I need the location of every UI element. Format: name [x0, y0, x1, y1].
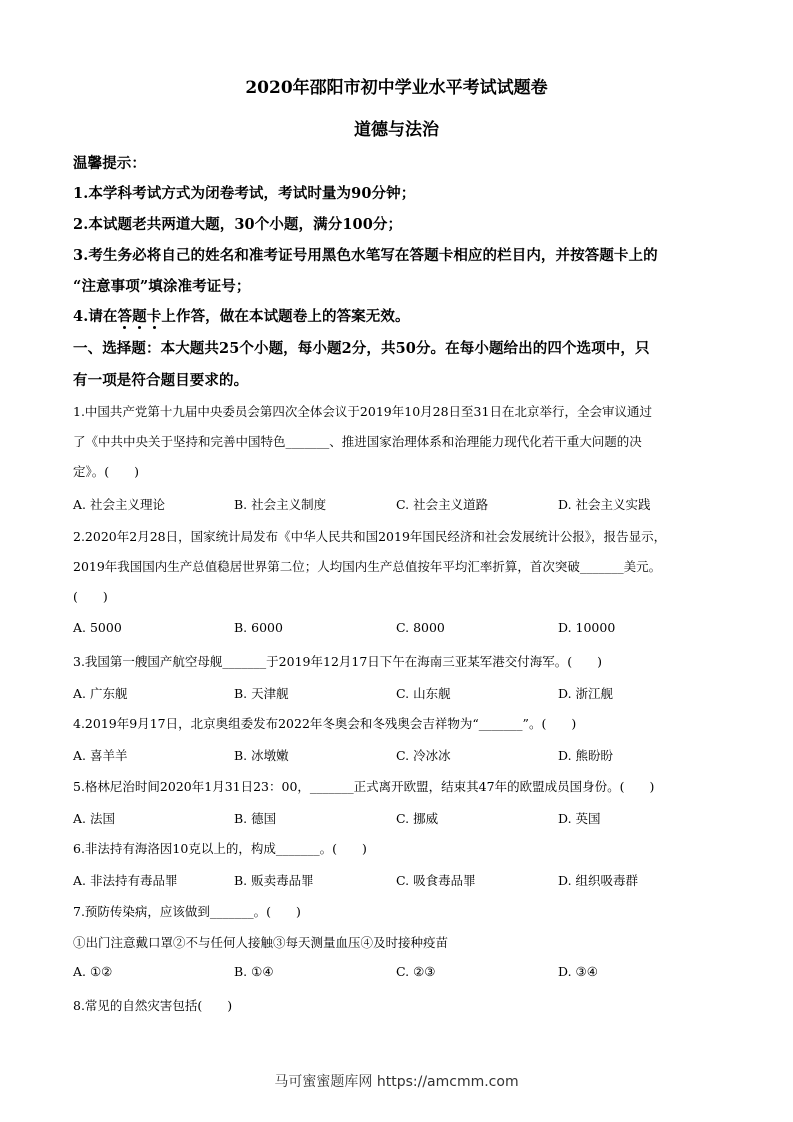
question-4-option-c: C. 冷冰冰	[396, 748, 451, 763]
notice-item-4-prefix: 4.请在	[73, 308, 118, 325]
question-4-option-a: A. 喜羊羊	[73, 748, 128, 763]
notice-item-1: 1.本学科考试方式为闭卷考试，考试时量为90分钟；	[73, 185, 416, 202]
emphasis-char: 题	[132, 308, 147, 325]
question-6-option-a: A. 非法持有毒品罪	[73, 873, 178, 888]
question-8-text: 8.常见的自然灾害包括( )	[73, 998, 233, 1013]
section-heading: 一、选择题：本大题共25个小题，每小题2分，共50分。在每小题给出的四个选项中，只	[73, 340, 650, 357]
question-6-option-b: B. 贩卖毒品罪	[234, 873, 314, 888]
question-1-option-b: B. 社会主义制度	[234, 497, 327, 512]
question-2-option-a: A. 5000	[73, 620, 122, 635]
question-2-option-c: C. 8000	[396, 620, 445, 635]
question-7-statements: ①出门注意戴口罩②不与任何人接触③每天测量血压④及时接种疫苗	[73, 935, 449, 950]
question-2-option-d: D. 10000	[558, 620, 616, 635]
question-6-text: 6.非法持有海洛因10克以上的，构成_______。( )	[73, 841, 367, 856]
question-3-text: 3.我国第一艘国产航空母舰_______于2019年12月17日下午在海南三亚某军港交付海军。( )	[73, 654, 603, 669]
notice-item-3: 3.考生务必将自己的姓名和准考证号用黑色水笔写在答题卡相应的栏目内，并按答题卡上的	[73, 247, 658, 264]
question-3-option-b: B. 天津舰	[234, 686, 289, 701]
question-5-option-a: A. 法国	[73, 811, 115, 826]
question-1-option-c: C. 社会主义道路	[396, 497, 489, 512]
emphasis-char: 卡	[146, 308, 162, 325]
question-2-text: ( )	[73, 589, 108, 604]
question-2-option-b: B. 6000	[234, 620, 283, 635]
question-4-option-d: D. 熊盼盼	[558, 748, 614, 763]
question-5-option-b: B. 德国	[234, 811, 277, 826]
question-6-option-d: D. 组织吸毒群	[558, 873, 639, 888]
question-1-text: 了《中共中央关于坚持和完善中国特色_______、推进国家治理体系和治理能力现代化若干重大问题的决	[73, 434, 642, 449]
question-7-text: 7.预防传染病，应该做到_______。( )	[73, 904, 301, 919]
notice-item-2: 2.本试题老共两道大题，30个小题，满分100分；	[73, 216, 403, 233]
question-5-option-c: C. 挪威	[396, 811, 439, 826]
question-7-option-d: D. ③④	[558, 964, 598, 979]
question-5-text: 5.格林尼治时间2020年1月31日23：00，_______正式离开欧盟，结束其47年的欧盟成员国身份。( )	[73, 779, 655, 794]
question-6-option-c: C. 吸食毒品罪	[396, 873, 476, 888]
notice-item-4	[73, 305, 410, 326]
footer-watermark: 马可蜜蜜题库网 https://amcmm.com	[274, 1074, 519, 1090]
question-2-text: 2.2020年2月28日，国家统计局发布《中华人民共和国2019年国民经济和社会发展统计公报》，报告显示，	[73, 529, 667, 544]
question-3-option-d: D. 浙江舰	[558, 686, 614, 701]
question-1-text: 定》。( )	[73, 464, 140, 479]
notice-heading: 温馨提示：	[73, 155, 146, 172]
section-heading-cont: 有一项是符合题目要求的。	[73, 372, 249, 389]
question-1-text: 1.中国共产党第十九届中央委员会第四次全体会议于2019年10月28日至31日在北京举行，全会审议通过	[73, 404, 652, 419]
question-7-option-b: B. ①④	[234, 964, 274, 979]
question-7-option-a: A. ①②	[73, 964, 113, 979]
emphasis-char: 答	[117, 308, 133, 325]
question-3-option-c: C. 山东舰	[396, 686, 451, 701]
question-4-text: 4.2019年9月17日，北京奥组委发布2022年冬奥会和冬残奥会吉祥物为“_______”。( )	[73, 716, 577, 731]
question-1-option-d: D. 社会主义实践	[558, 497, 651, 512]
page-title: 2020年邵阳市初中学业水平考试试题卷	[245, 78, 548, 98]
question-1-option-a: A. 社会主义理论	[73, 497, 165, 512]
question-3-option-a: A. 广东舰	[73, 686, 128, 701]
question-4-option-b: B. 冰墩嫩	[234, 748, 289, 763]
question-2-text: 2019年我国国内生产总值稳居世界第二位；人均国内生产总值按年平均汇率折算，首次突破_______美元。	[73, 559, 662, 574]
question-5-option-d: D. 英国	[558, 811, 601, 826]
subject-title: 道德与法治	[354, 120, 439, 140]
question-7-option-c: C. ②③	[396, 964, 436, 979]
notice-item-4-suffix: 上作答，做在本试题卷上的答案无效。	[161, 308, 410, 325]
notice-item-3-cont: “注意事项”填涂准考证号；	[73, 278, 251, 295]
